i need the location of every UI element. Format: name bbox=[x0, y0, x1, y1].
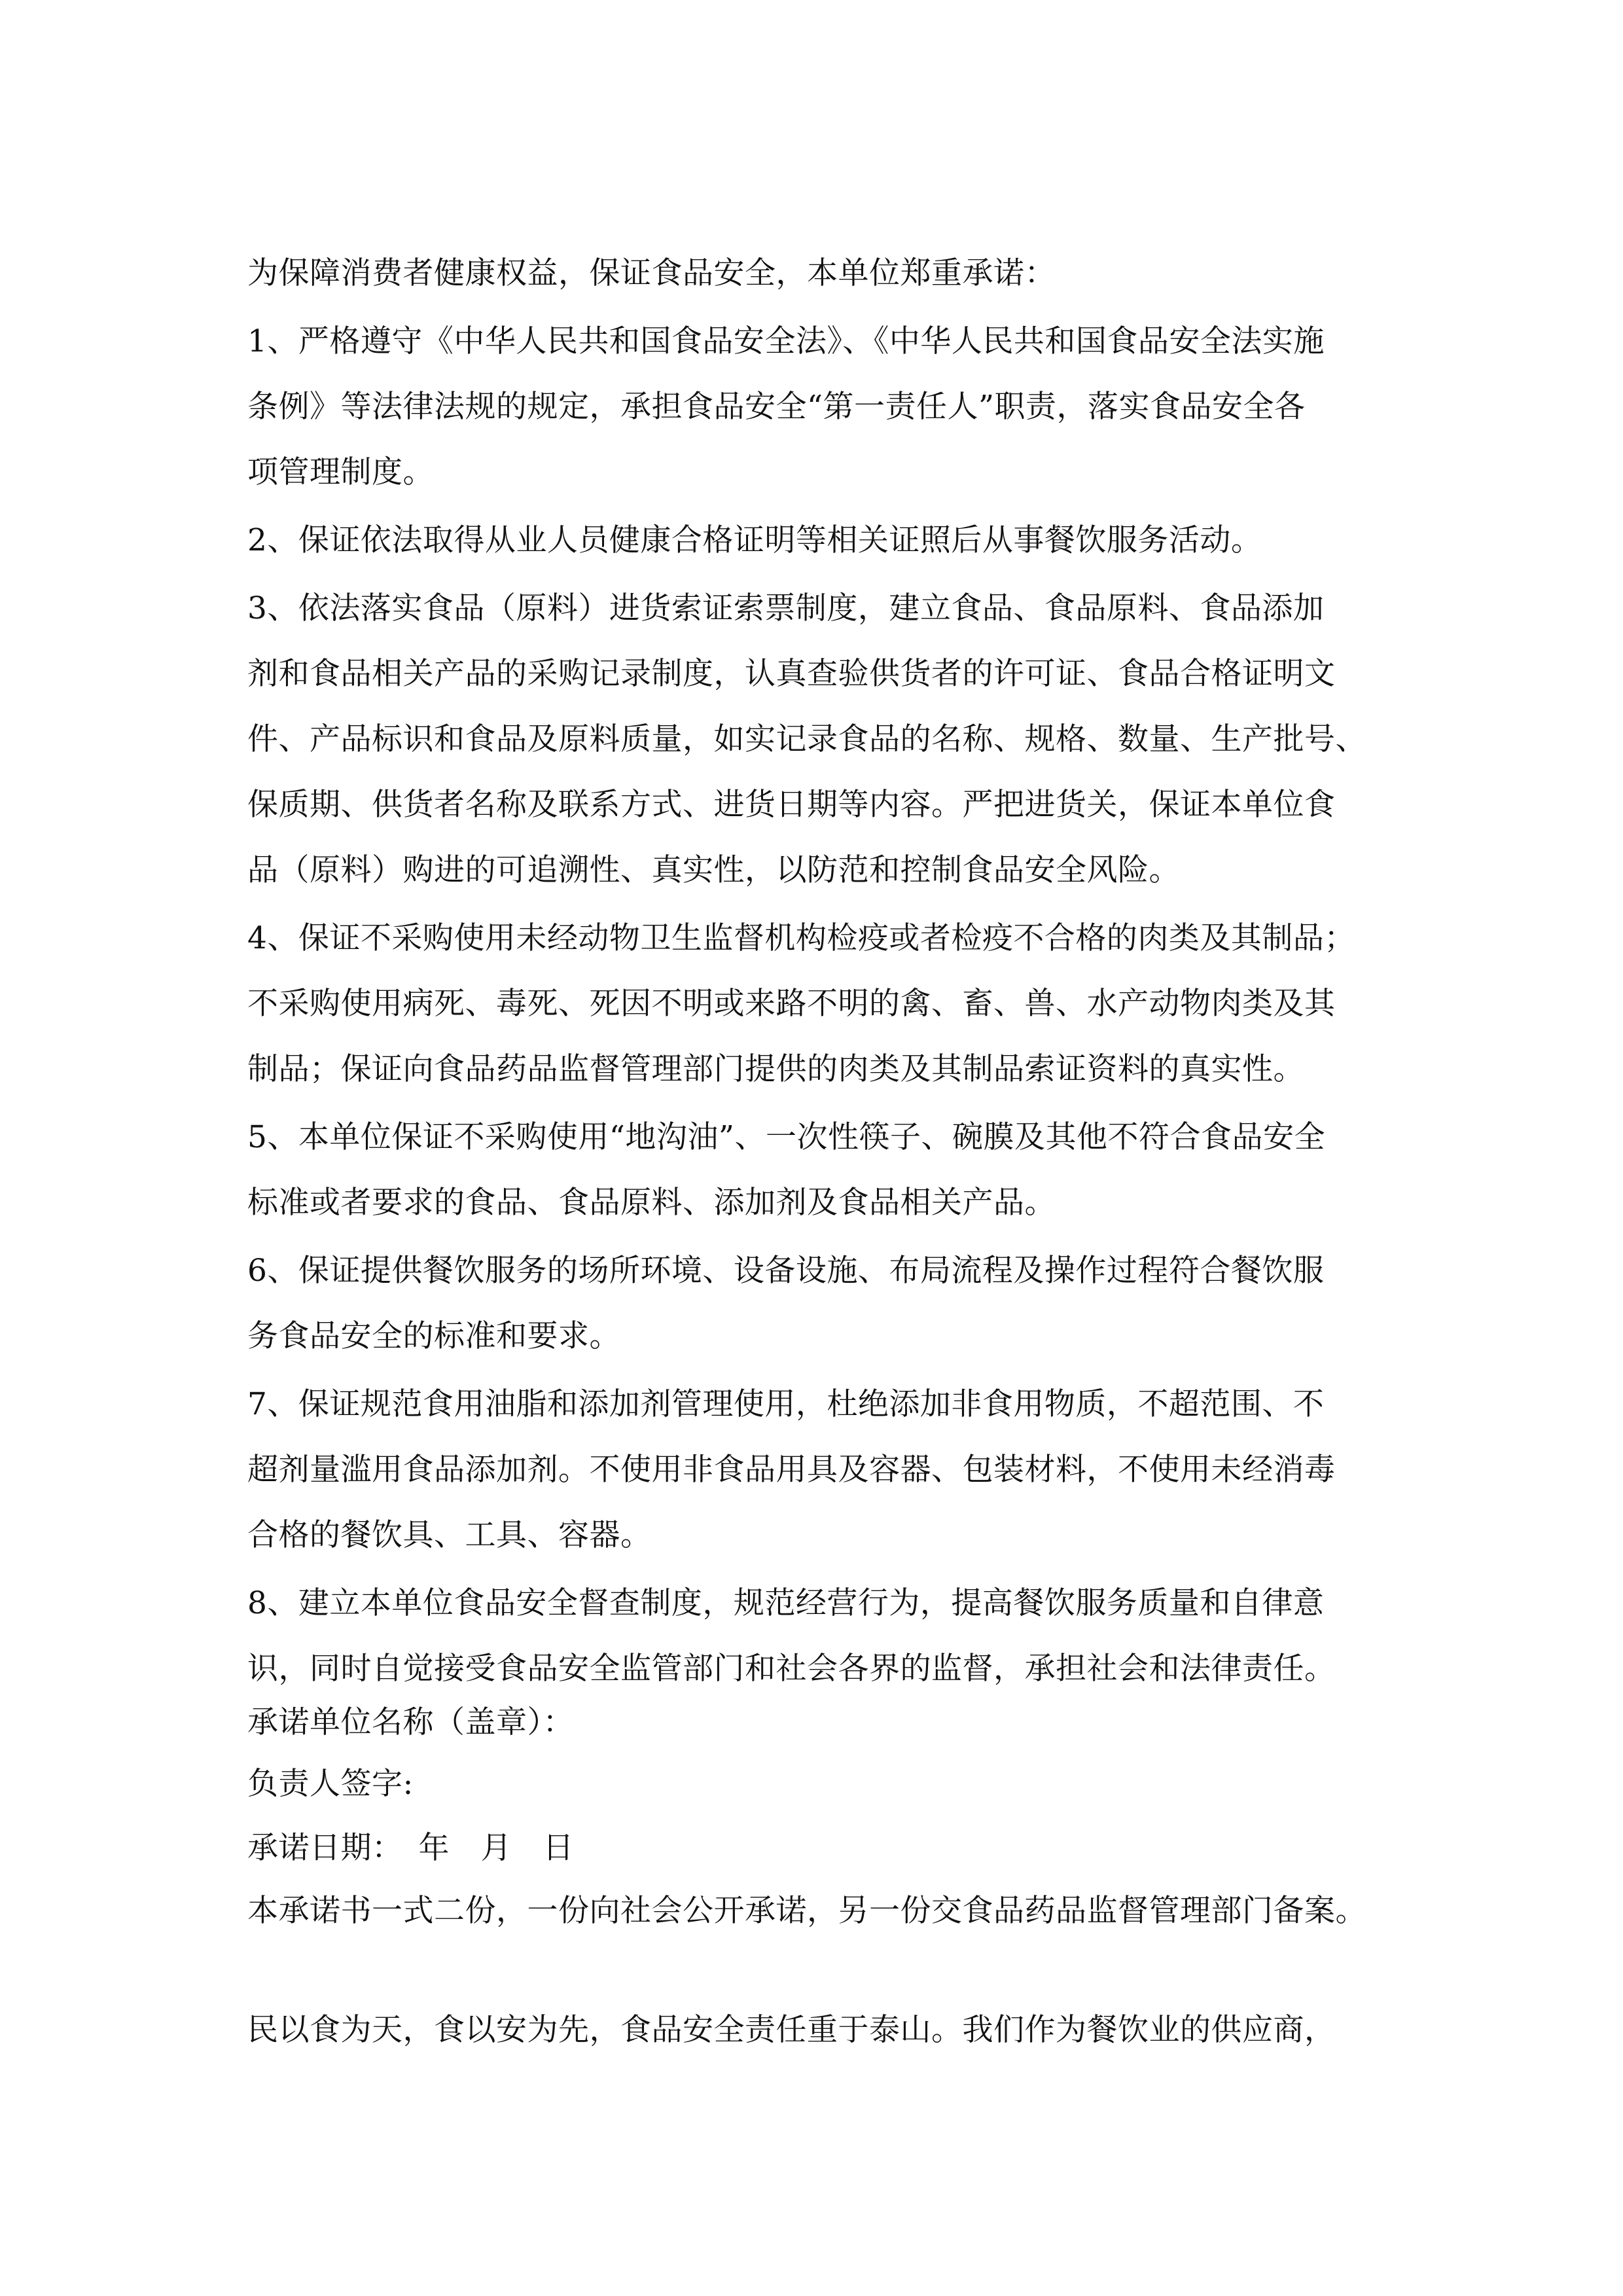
item3-line1: 3、依法落实食品（原料）进货索证索票制度，建立食品、食品原料、食品添加 bbox=[247, 590, 1325, 626]
item3-line3: 件、产品标识和食品及原料质量，如实记录食品的名称、规格、数量、生产批号、 bbox=[247, 721, 1366, 757]
item4-line2: 不采购使用病死、毒死、死因不明或来路不明的禽、畜、兽、水产动物肉类及其 bbox=[247, 986, 1336, 1022]
item3-line2: 剂和食品相关产品的采购记录制度，认真查验供货者的许可证、食品合格证明文 bbox=[247, 656, 1336, 692]
item7-line3: 合格的餐饮具、工具、容器。 bbox=[247, 1517, 652, 1553]
item8-line1: 8、建立本单位食品安全督查制度，规范经营行为，提高餐饮服务质量和自律意 bbox=[247, 1585, 1325, 1621]
item4-line1: 4、保证不采购使用未经动物卫生监督机构检疫或者检疫不合格的肉类及其制品； bbox=[247, 920, 1355, 956]
item5-line1: 5、本单位保证不采购使用“地沟油”、一次性筷子、碗膜及其他不符合食品安全 bbox=[247, 1119, 1325, 1155]
item7-line2: 超剂量滥用食品添加剂。不使用非食品用具及容器、包装材料，不使用未经消毒 bbox=[247, 1452, 1336, 1488]
item2-line1: 2、保证依法取得从业人员健康合格证明等相关证照后从事餐饮服务活动。 bbox=[247, 522, 1262, 558]
item1-line1: 1、严格遵守《中华人民共和国食品安全法》、《中华人民共和国食品安全法实施 bbox=[247, 323, 1325, 359]
item6-line2: 务食品安全的标准和要求。 bbox=[247, 1318, 620, 1354]
item5-line2: 标准或者要求的食品、食品原料、添加剂及食品相关产品。 bbox=[247, 1185, 1056, 1221]
item3-line5: 品（原料）购进的可追溯性、真实性，以防范和控制食品安全风险。 bbox=[247, 852, 1180, 888]
item6-line1: 6、保证提供餐饮服务的场所环境、设备设施、布局流程及操作过程符合餐饮服 bbox=[247, 1253, 1325, 1289]
copies-note: 本承诺书一式二份，一份向社会公开承诺，另一份交食品药品监督管理部门备案。 bbox=[247, 1893, 1366, 1929]
item1-line2: 条例》等法律法规的规定，承担食品安全“第一责任人”职责，落实食品安全各 bbox=[247, 389, 1306, 425]
signature-person-label: 负责人签字: bbox=[247, 1766, 414, 1802]
next-section-line: 民以食为天，食以安为先，食品安全责任重于泰山。我们作为餐饮业的供应商， bbox=[247, 2012, 1336, 2048]
intro-line: 为保障消费者健康权益，保证食品安全，本单位郑重承诺： bbox=[247, 255, 1056, 291]
signature-unit-label: 承诺单位名称（盖章）： bbox=[247, 1704, 574, 1740]
item1-line3: 项管理制度。 bbox=[247, 454, 434, 490]
item4-line3: 制品；保证向食品药品监督管理部门提供的肉类及其制品索证资料的真实性。 bbox=[247, 1051, 1304, 1087]
item3-line4: 保质期、供货者名称及联系方式、进货日期等内容。严把进货关，保证本单位食 bbox=[247, 787, 1336, 823]
item8-line2: 识，同时自觉接受食品安全监管部门和社会各界的监督，承担社会和法律责任。 bbox=[247, 1651, 1336, 1687]
item7-line1: 7、保证规范食用油脂和添加剂管理使用，杜绝添加非食用物质，不超范围、不 bbox=[247, 1386, 1325, 1422]
signature-date-label: 承诺日期： 年 月 日 bbox=[247, 1830, 574, 1866]
